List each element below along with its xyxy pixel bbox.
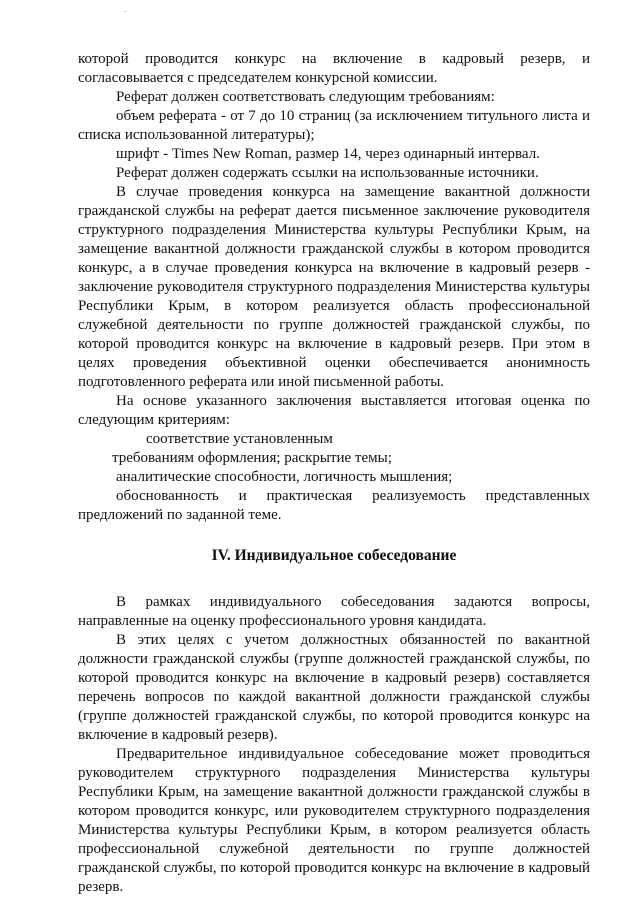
criterion-analytical: аналитические способности, логичность мышления;: [116, 469, 453, 485]
paragraph-criteria-intro: На основе указанного заключения выставляется итоговая оценка по следующим критериям:: [78, 393, 590, 428]
paragraph-continuation: которой проводится конкурс на включение в кадровый резерв, и согласовывается с председателем конкурсной комиссии.: [78, 51, 590, 86]
paragraph-conclusion-rules: В случае проведения конкурса на замещение вакантной должности гражданской службы на реферат дается письменное заключение руководителя структурного подразделения Министерства культуры Республики Крым, на замещение вакантной должности гражданской службы в котором проводится конкурс, а в случае проведения конкурса на включение в кадровый резерв - заключение руководителя структурного подразделения Министерства культуры Республики Крым, в котором реализуется область профессиональной служебной деятельности по группе должностей гражданской службы, по которой проводится конкурс на включение в кадровый резерв. При этом в целях проведения объективной оценки обеспечивается анонимность подготовленного реферата или иной письменной работы.: [78, 184, 590, 390]
paragraph-interview-questions: В рамках индивидуального собеседования задаются вопросы, направленные на оценку профессионального уровня кандидата.: [78, 594, 590, 629]
criterion-formatting: требованиям оформления; раскрытие темы;: [112, 450, 392, 466]
document-page: [78, 50, 590, 897]
paragraph-requirements-intro: Реферат должен соответствовать следующим требованиям:: [116, 89, 495, 105]
paragraph-preliminary-interview: Предварительное индивидуальное собеседование может проводиться руководителем структурного подразделения Министерства культуры Республики Крым, на замещение вакантной должности гражданской службы в котором проводится конкурс, или руководителем структурного подразделения Министерства культуры Республики Крым, в котором реализуется область профессиональной служебной деятельности по группе должностей гражданской службы, по которой проводится конкурс на включение в кадровый резерв.: [78, 746, 590, 895]
paragraph-question-list: В этих целях с учетом должностных обязанностей по вакантной должности гражданской службы (группе должностей гражданской службы, по которой проводится конкурс на включение в кадровый резерв) составляется перечень вопросов по каждой вакантной должности гражданской службы (группе должностей гражданской службы, по которой проводится конкурс на включение в кадровый резерв).: [78, 632, 590, 743]
paragraph-volume-requirement: объем реферата - от 7 до 10 страниц (за исключением титульного листа и списка использованной литературы);: [78, 108, 590, 143]
scan-mark: .: [124, 4, 127, 14]
criterion-conformity: соответствие установленным: [146, 431, 333, 447]
criterion-feasibility: обоснованность и практическая реализуемость представленных предложений по заданной теме.: [78, 488, 590, 523]
paragraph-font-requirement: шрифт - Times New Roman, размер 14, через одинарный интервал.: [116, 146, 540, 162]
section-heading: IV. Индивидуальное собеседование: [211, 547, 457, 564]
paragraph-sources-requirement: Реферат должен содержать ссылки на использованные источники.: [116, 165, 539, 181]
